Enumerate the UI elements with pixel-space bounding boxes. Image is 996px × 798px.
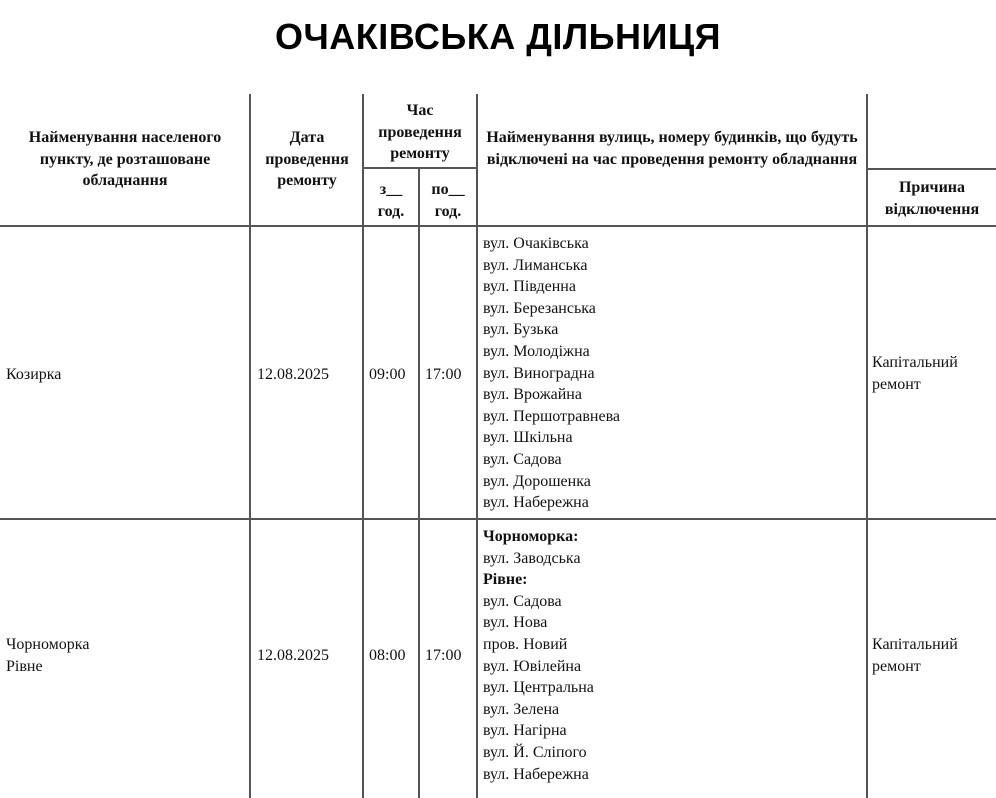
header-streets: Найменування вулиць, номеру будинків, що будуть відключені на час проведення ремонту обладнання [486, 129, 858, 168]
settlement-line: Рівне [6, 657, 43, 675]
streets-list [483, 526, 594, 785]
street-item: вул. Лиманська [483, 256, 588, 274]
street-item: пров. Новий [483, 635, 568, 653]
to-time-cell: 17:00 [425, 366, 462, 383]
street-item: вул. Набережна [483, 765, 589, 783]
grid-line [418, 168, 420, 798]
grid-line [0, 518, 996, 520]
header-from: з__ год. [377, 181, 405, 220]
reason-line: ремонт [872, 375, 921, 393]
reason-cell [872, 634, 958, 677]
reason-line: Капітальний [872, 354, 958, 371]
from-time-cell: 09:00 [369, 366, 406, 383]
street-item: вул. Бузька [483, 321, 559, 339]
street-item: вул. Зелена [483, 700, 560, 718]
street-item: вул. Першотравнева [483, 407, 621, 425]
header-reason: Причина відключення [884, 179, 980, 218]
grid-line [866, 168, 996, 170]
grid-line [249, 94, 251, 798]
date-cell: 12.08.2025 [257, 647, 329, 664]
grid-line [362, 94, 364, 798]
street-item: вул. Заводська [483, 549, 581, 567]
page-title: ОЧАКІВСЬКА ДІЛЬНИЦЯ [274, 16, 722, 57]
grid-line [362, 167, 478, 169]
street-item: вул. Врожайна [483, 386, 582, 404]
header-to: по__ год. [431, 181, 465, 220]
reason-line: Капітальний [872, 636, 958, 653]
street-item: вул. Шкільна [483, 429, 573, 447]
street-item: вул. Центральна [483, 679, 594, 697]
street-item: вул. Молодіжна [483, 342, 590, 360]
settlement-line: Чорноморка [6, 636, 90, 653]
grid-line [476, 94, 478, 798]
street-item: вул. Нагірна [483, 722, 567, 740]
street-item: вул. Набережна [483, 494, 589, 512]
settlement-line: Козирка [6, 366, 62, 383]
settlement-subheading: Чорноморка: [483, 528, 579, 545]
street-item: вул. Березанська [483, 299, 596, 317]
to-time-cell: 17:00 [425, 647, 462, 664]
settlement-cell [6, 634, 246, 677]
street-item: вул. Ювілейна [483, 657, 582, 675]
street-item: вул. Виноградна [483, 364, 595, 382]
street-item: вул. Садова [483, 592, 562, 610]
header-date: Дата проведення ремонту [265, 129, 349, 189]
reason-cell [872, 352, 958, 395]
grid-line [0, 225, 996, 227]
street-item: вул. Садова [483, 450, 562, 468]
settlement-cell [6, 364, 246, 386]
date-cell: 12.08.2025 [257, 366, 329, 383]
header-settlement: Найменування населеного пункту, де розташоване обладнання [28, 129, 222, 189]
street-item: вул. Й. Сліпого [483, 743, 587, 761]
street-item: вул. Нова [483, 614, 548, 632]
reason-line: ремонт [872, 657, 921, 675]
street-item: вул. Очаківська [483, 235, 589, 252]
street-item: вул. Дорошенка [483, 472, 591, 490]
settlement-subheading: Рівне: [483, 571, 528, 589]
from-time-cell: 08:00 [369, 647, 406, 664]
header-time: Час проведення ремонту [378, 102, 462, 162]
street-item: вул. Південна [483, 278, 576, 296]
streets-list [483, 233, 620, 514]
